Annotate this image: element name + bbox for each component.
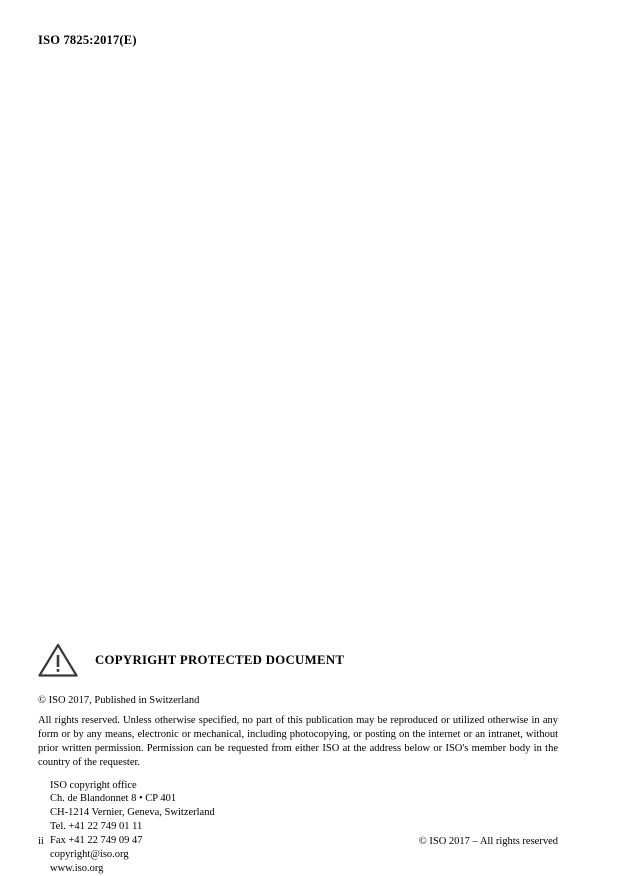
address-line: Fax +41 22 749 09 47	[50, 835, 143, 846]
address-line: Ch. de Blandonnet 8 • CP 401	[50, 793, 177, 805]
address-website: www.iso.org	[50, 862, 104, 874]
address-line: Tel. +41 22 749 01 11	[50, 821, 143, 833]
copyright-address	[50, 779, 558, 876]
page-header-standard-id: ISO 7825:2017(E)	[38, 33, 137, 47]
address-line: ISO copyright office	[50, 779, 137, 791]
page-number: ii	[38, 836, 44, 847]
footer-rights-text: © ISO 2017 – All rights reserved	[418, 836, 558, 847]
copyright-title: COPYRIGHT PROTECTED DOCUMENT	[95, 652, 345, 667]
address-email: copyright@iso.org	[50, 848, 129, 860]
address-line: CH-1214 Vernier, Geneva, Switzerland	[50, 807, 215, 819]
warning-triangle-icon	[38, 643, 78, 677]
page-footer	[38, 836, 558, 847]
copyright-notice-line: © ISO 2017, Published in Switzerland	[38, 695, 200, 706]
copyright-heading-row	[38, 640, 558, 680]
copyright-rights-paragraph: All rights reserved. Unless otherwise specified, no part of this publication may be reproduced or utilized otherwise in any form or by any means, electronic or mechanical, including photocopying, or posting on the internet or an intranet, without prior written permission. Permission can be requested from either ISO at the address below or ISO's member body in the country of the requester.	[38, 715, 558, 768]
